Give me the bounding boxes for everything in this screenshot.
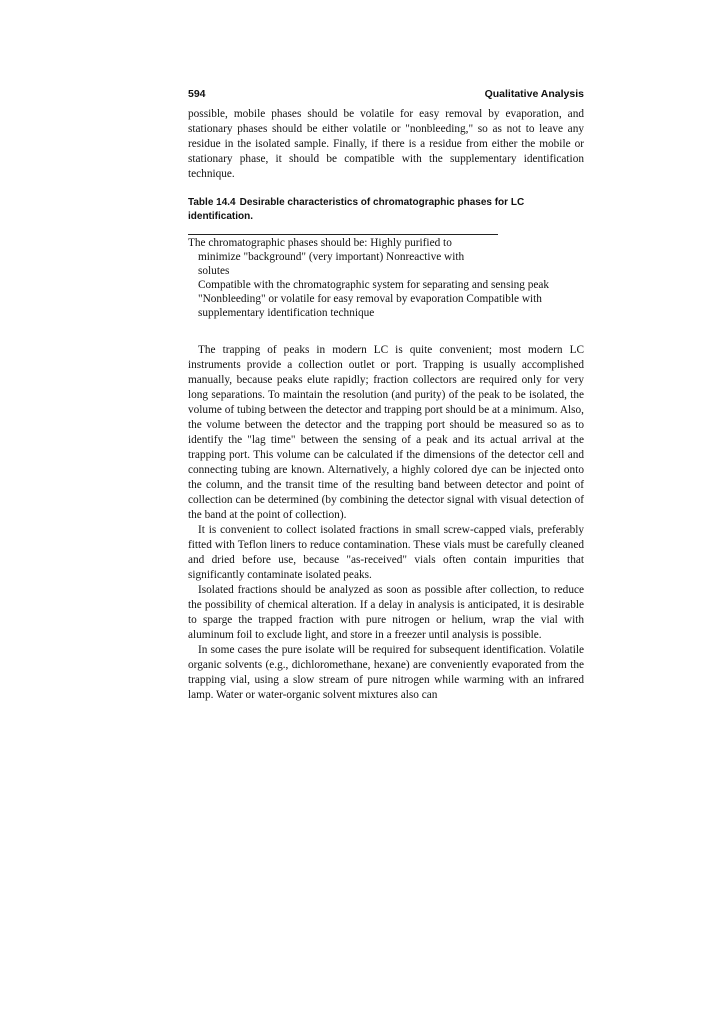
table-line: minimize "background" (very important) Nonreactive with [198, 251, 465, 263]
table-line: supplementary identification technique [198, 307, 375, 319]
body-text [188, 343, 584, 703]
body-paragraph: It is convenient to collect isolated fractions in small screw-capped vials, preferably fitted with Teflon liners to reduce contamination. These vials must be carefully cleaned and dried before use, because "as-received" vials often contain impurities that significantly contaminate isolated peaks. [188, 524, 584, 581]
table-line: The chromatographic phases should be: Highly purified to [188, 237, 452, 249]
table-rule [188, 234, 498, 235]
body-paragraph: The trapping of peaks in modern LC is quite convenient; most modern LC instruments provide a collection outlet or port. Trapping is usually accomplished manually, because peaks elute rapidly; fraction collectors are required only for very long separations. To maintain the resolution (and purity) of the peak to be isolated, the volume of tubing between the detector and trapping port should be at a minimum. Also, the volume between the detector and the trapping port should be measured so as to identify the "lag time" between the sensing of a peak and its actual arrival at the trapping port. This volume can be calculated if the dimensions of the detector cell and connecting tubing are known. Alternatively, a highly colored dye can be injected onto the column, and the transit time of the resulting band between detector and point of collection can be determined (by combining the detector signal with visual detection of the band at the point of collection). [188, 344, 584, 521]
body-paragraph: In some cases the pure isolate will be required for subsequent identification. Volatile organic solvents (e.g., dichloromethane, hexane) are conveniently evaporated from the trapping vial, using a slow stream of pure nitrogen while warming with an infrared lamp. Water or water-organic solvent mixtures also can [188, 644, 584, 701]
intro-paragraph: possible, mobile phases should be volatile for easy removal by evaporation, and stationary phases should be either volatile or "nonbleeding," so as not to leave any residue in the isolated sample. Finally, if there is a residue from either the mobile or stationary phase, it should be compatible with the supplementary identification technique. [188, 108, 584, 180]
table-caption-text: Desirable characteristics of chromatographic phases for LC identification. [188, 197, 525, 222]
running-title: Qualitative Analysis [484, 88, 584, 100]
table-line: Compatible with the chromatographic system for separating and sensing peak [198, 279, 550, 291]
intro-paragraph-block [188, 107, 584, 182]
table-line: "Nonbleeding" or volatile for easy removal by evaporation Compatible with [198, 293, 542, 305]
body-paragraph: Isolated fractions should be analyzed as soon as possible after collection, to reduce the possibility of chemical alteration. If a delay in analysis is anticipated, it is desirable to sparge the trapped fraction with pure nitrogen or helium, wrap the vial with aluminum foil to exclude light, and store in a freezer until analysis is possible. [188, 584, 584, 641]
table-body [188, 236, 588, 320]
page-number: 594 [188, 88, 206, 100]
table-label: Table 14.4 [188, 197, 236, 208]
table-line: solutes [198, 265, 230, 277]
table-caption [188, 196, 584, 224]
